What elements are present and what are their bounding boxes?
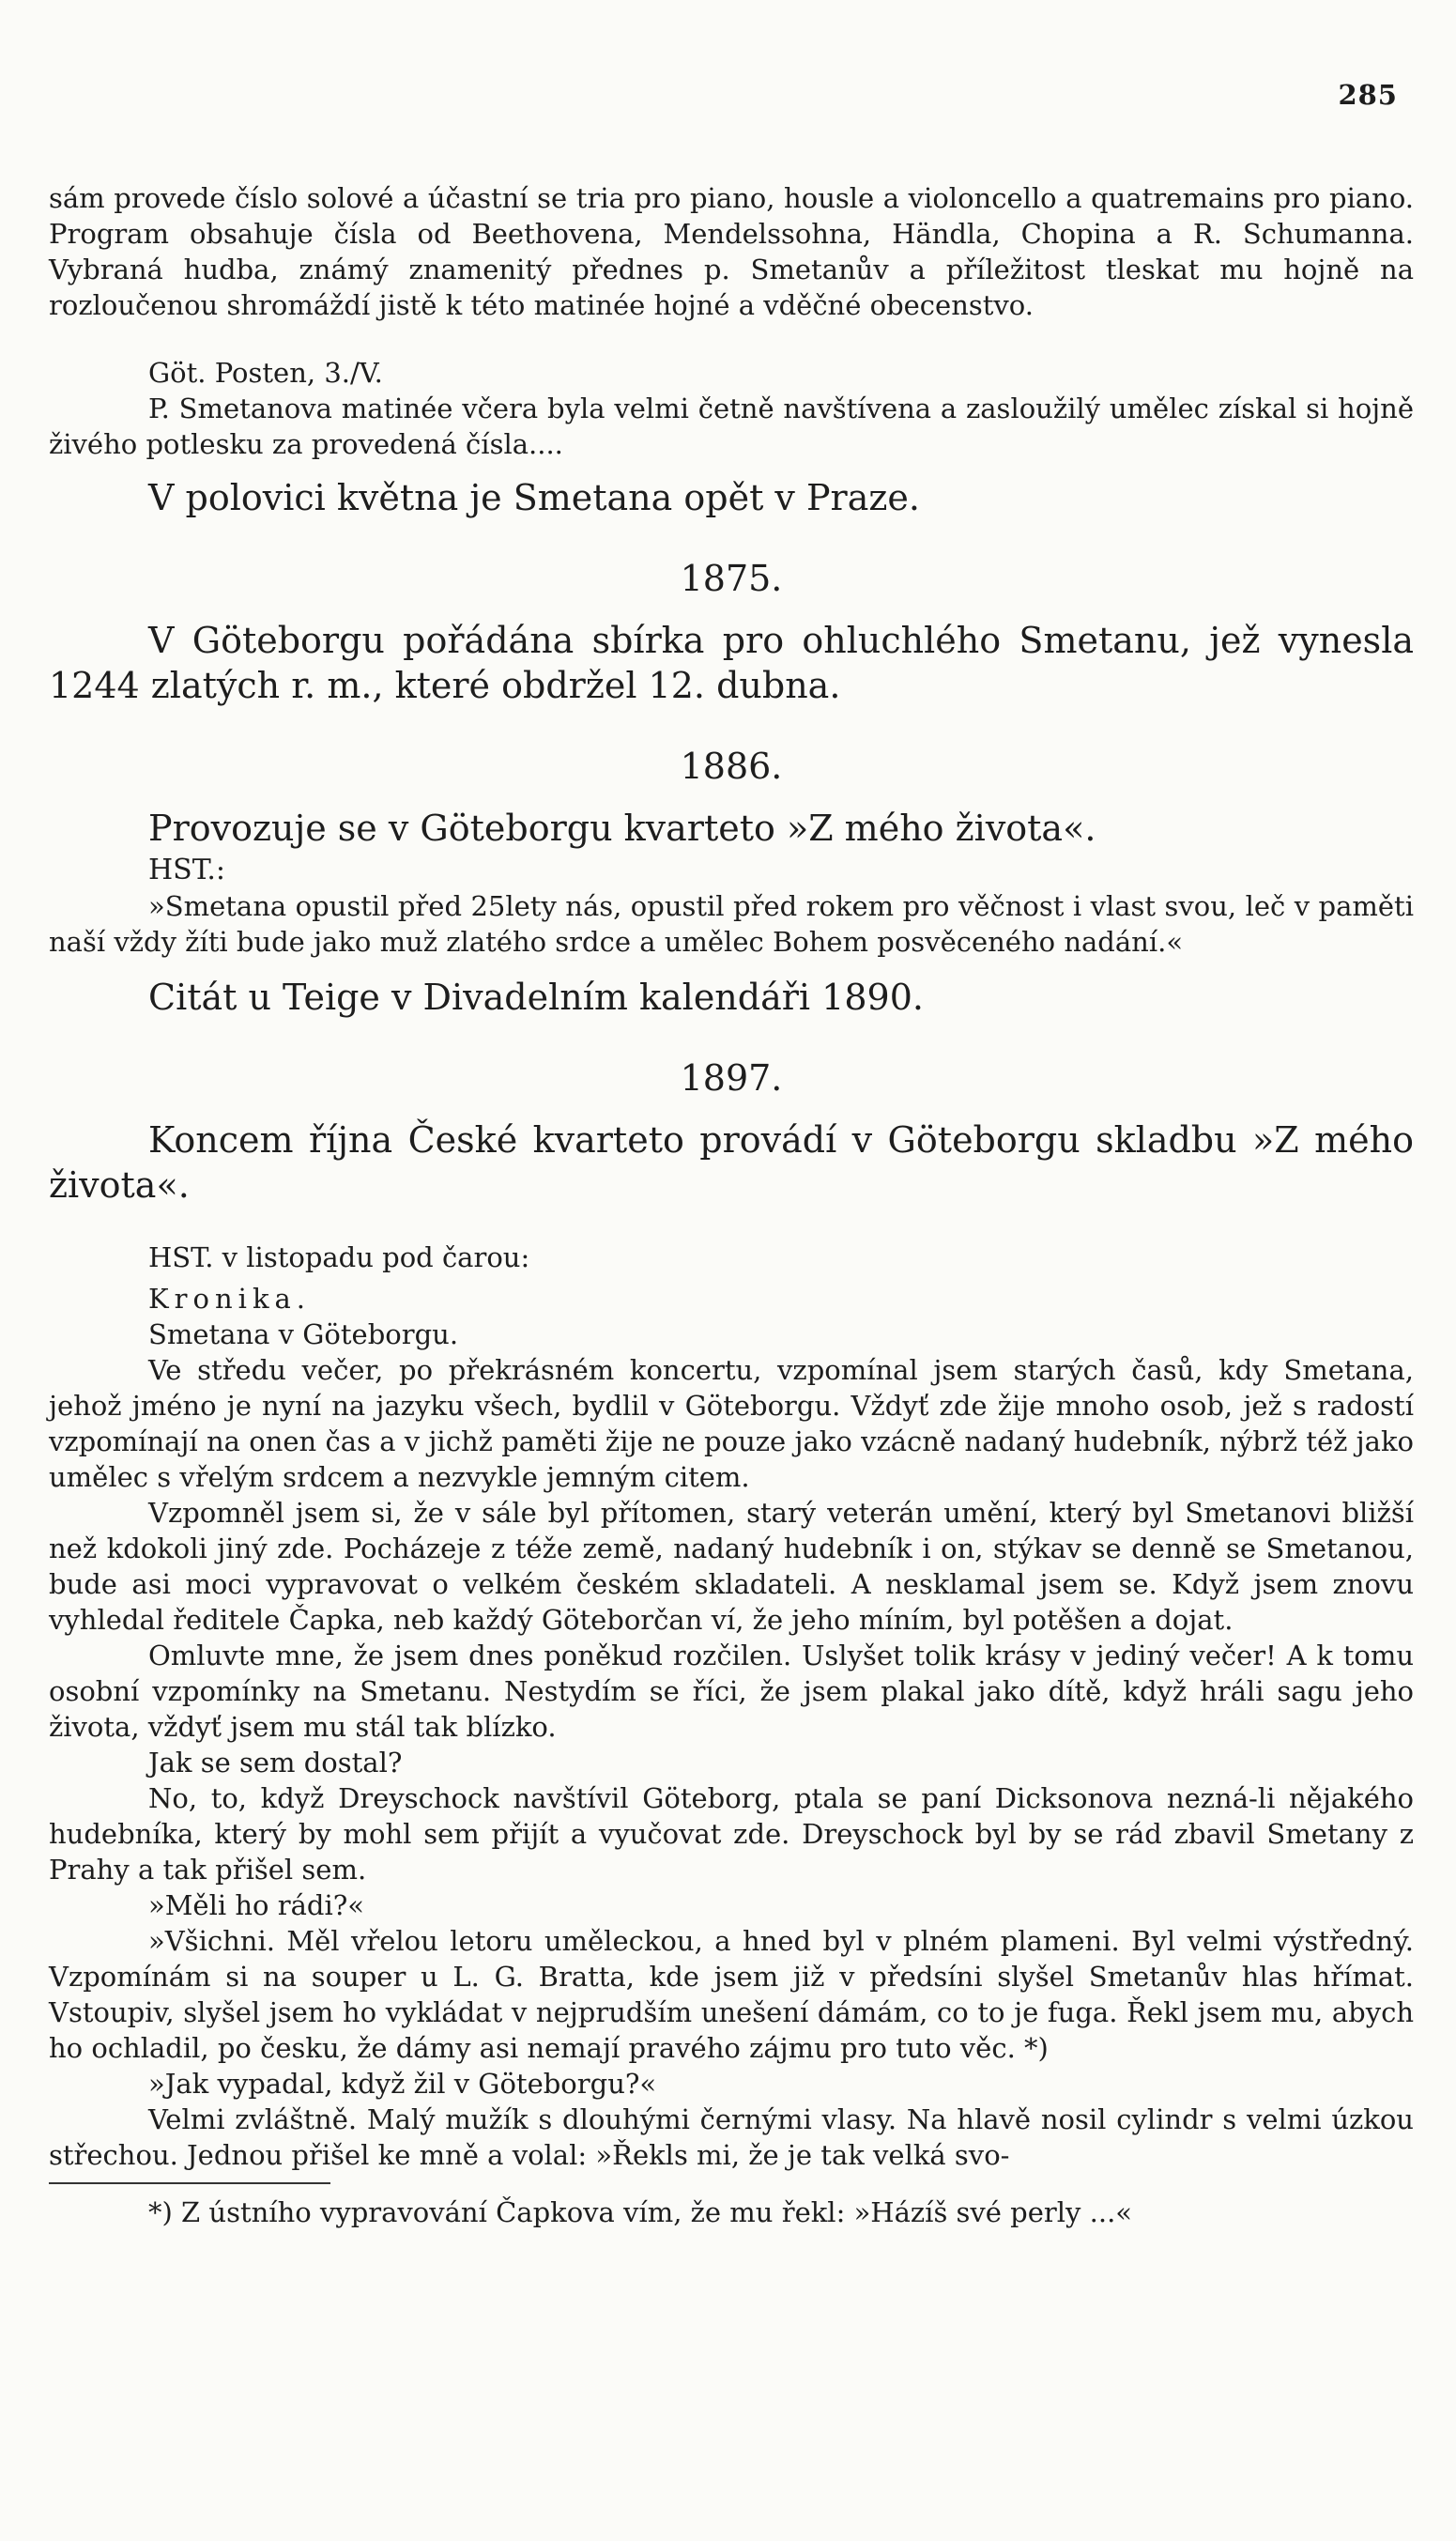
footnote-divider: [49, 2182, 330, 2184]
citat-note: Citát u Teige v Divadelním kalendáři 1890.: [148, 977, 924, 1018]
intro-paragraph: sám provede číslo solové a účastní se tria pro piano, housle a violoncello a quatremains pro piano. Program obsahuje čísla od Beethovena, Mendelssohna, Händla, Chopina a R. Schumanna. Vybraná hudba, známý znamenitý přednes p. Smetanův a příležitost tleskat mu hojně na rozloučenou shromáždí jistě k této matinée hojné a vděčné obecenstvo.: [49, 182, 1414, 321]
page-number: 285: [1338, 79, 1398, 111]
year-1897-heading: 1897.: [680, 1057, 783, 1099]
article-paragraph: Omluvte mne, že jsem dnes poněkud rozčilen. Uslyšet tolik krásy v jediný večer! A k tomu osobní vzpomínky na Smetanu. Nestydím se říci, že jsem plakal jako dítě, když hráli sagu jeho života, vždyť jsem mu stál tak blízko.: [49, 1640, 1414, 1743]
year-1875-heading: 1875.: [680, 558, 783, 599]
article-paragraph: Velmi zvláštně. Malý mužík s dlouhými černými vlasy. Na hlavě nosil cylindr s velmi úzkou střechou. Jednou přišel ke mně a volal: »Řekls mi, že je tak velká svo-: [49, 2103, 1414, 2171]
hst-november: HST. v listopadu pod čarou:: [148, 1241, 530, 1273]
kronika-text: Kronika.: [148, 1283, 312, 1315]
page-content: [49, 180, 1414, 2229]
kronika-heading: [49, 1281, 1414, 1317]
footnote: *) Z ústního vypravování Čapkova vím, že mu řekl: »Házíš své perly ...«: [148, 2196, 1133, 2228]
article-paragraph: Ve středu večer, po překrásném koncertu, vzpomínal jsem starých časů, kdy Smetana, jehož jméno je nyní na jazyku všech, bydlil v Göteborgu. Vždyť zde žije mnoho osob, jež s radostí vzpomínají na onen čas a v jichž paměti žije ne pouze jako vzácně nadaný hudebník, nýbrž též jako umělec s vřelým srdcem a nezvykle jemným citem.: [49, 1354, 1414, 1493]
text-1897: Koncem října České kvarteto provádí v Göteborgu skladbu »Z mého života«.: [49, 1119, 1414, 1206]
article-subtitle: Smetana v Göteborgu.: [148, 1318, 459, 1350]
article-paragraph: Vzpomněl jsem si, že v sále byl přítomen, starý veterán umění, který byl Smetanovi bližší než kdokoli jiný zde. Pocházeje z téže země, nadaný hudebník i on, stýkav se denně se Smetanou, bude asi moci vypravovat o velkém českém skladateli. A nesklamal jsem se. Když jsem znovu vyhledal ředitele Čapka, neb každý Göteborčan ví, že jeho míním, byl potěšen a dojat.: [49, 1497, 1414, 1636]
year-1886-heading: 1886.: [680, 746, 783, 787]
hst-quote: »Smetana opustil před 25lety nás, opustil před rokem pro věčnost i vlast svou, leč v paměti naší vždy žíti bude jako muž zlatého srdce a umělec Bohem posvěceného nadání.«: [49, 890, 1414, 958]
text-1875: V Göteborgu pořádána sbírka pro ohluchlého Smetanu, jež vynesla 1244 zlatých r. m., které obdržel 12. dubna.: [49, 620, 1414, 706]
article-paragraph: »Všichni. Měl vřelou letoru uměleckou, a hned byl v plném plameni. Byl velmi výstředný. Vzpomínám si na souper u L. G. Bratta, kde jsem již v předsíni slyšel Smetanův hlas hřímat. Vstoupiv, slyšel jsem ho vykládat v nejprudším unešení dámám, co to je fuga. Řekl jsem mu, abych ho ochladil, po česku, že dámy asi nemají pravého zájmu pro tuto věc. *): [49, 1925, 1414, 2064]
article-paragraph: Jak se sem dostal?: [148, 1747, 403, 1779]
gotposten-source: Göt. Posten, 3./V.: [148, 357, 383, 389]
text-1886: Provozuje se v Göteborgu kvarteto »Z mého života«.: [148, 808, 1096, 849]
article-paragraph: No, to, když Dreyschock navštívil Göteborg, ptala se paní Dicksonova nezná-li nějakého hudebníka, který by mohl sem přijít a vyučovat zde. Dreyschock byl by se rád zbavil Smetany z Prahy a tak přišel sem.: [49, 1782, 1414, 1886]
may-note: V polovici května je Smetana opět v Praze.: [148, 477, 920, 518]
gotposten-text: P. Smetanova matinée včera byla velmi četně navštívena a zasloužilý umělec získal si hojně živého potlesku za provedená čísla....: [49, 393, 1414, 460]
article-paragraph: »Měli ho rádi?«: [148, 1889, 365, 1921]
article-paragraph: »Jak vypadal, když žil v Göteborgu?«: [148, 2068, 657, 2100]
hst-label: HST.:: [148, 854, 225, 886]
